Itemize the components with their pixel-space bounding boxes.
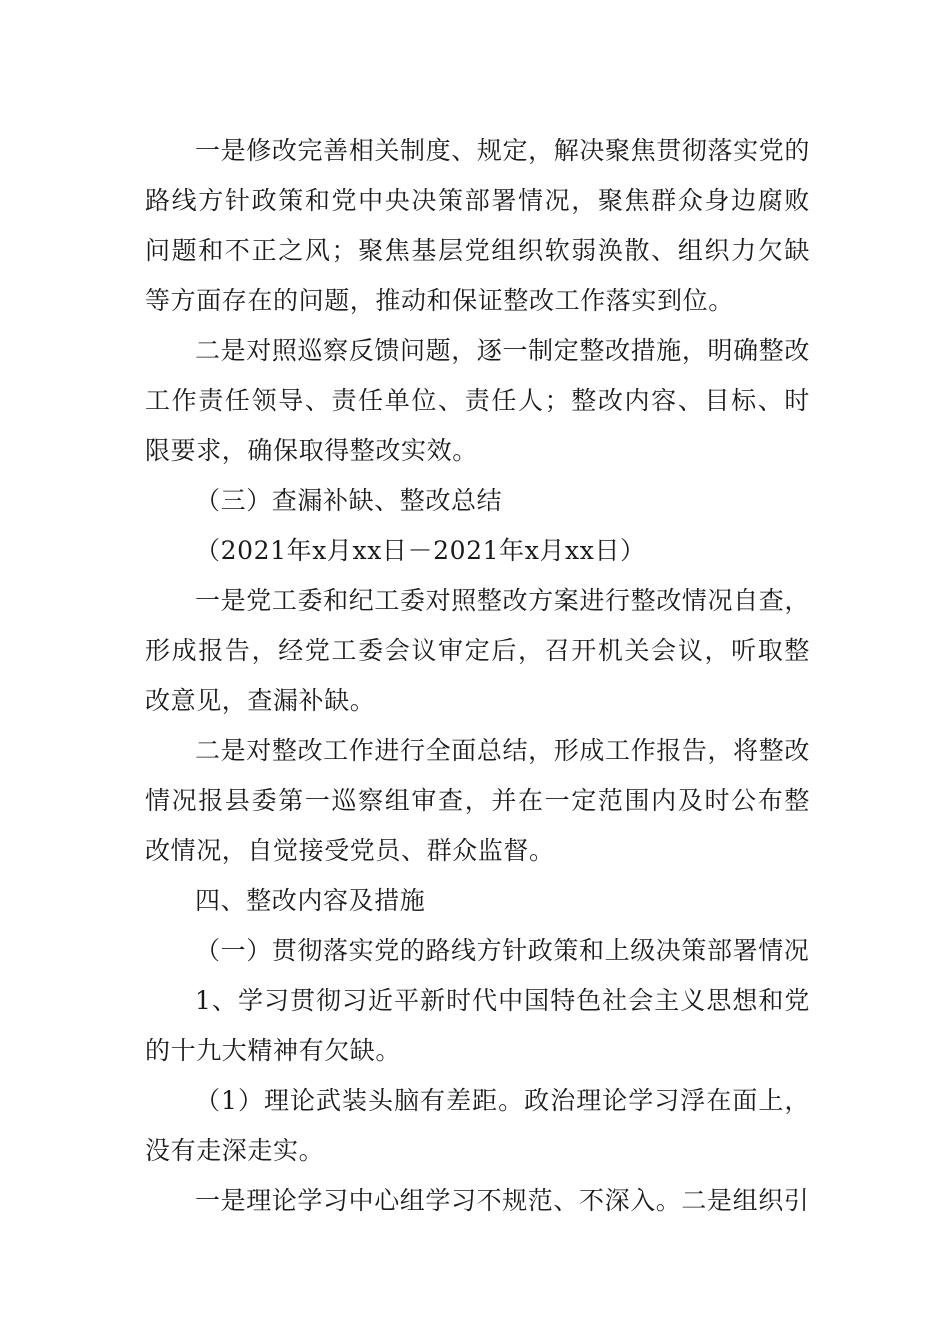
paragraph-11: 一是理论学习中心组学习不规范、不深入。二是组织引 [195, 1186, 810, 1215]
document-body [145, 126, 810, 1226]
subsection-heading-1: （一）贯彻落实党的路线方针政策和上级决策部署情况 [195, 936, 810, 965]
paragraph-1: 一是修改完善相关制度、规定，解决聚焦贯彻落实党的路线方针政策和党中央决策部署情况，聚焦群众身边腐败问题和不正之风；聚焦基层党组织软弱涣散、组织力欠缺等方面存在的问题，推动和保证整改工作落实到位。 [145, 136, 810, 315]
section-heading-3: （三）查漏补缺、整改总结 [195, 486, 503, 515]
paragraph-2: 二是对照巡察反馈问题，逐一制定整改措施，明确整改工作责任领导、责任单位、责任人；整改内容、目标、时限要求，确保取得整改实效。 [145, 336, 810, 465]
item-heading-1: 1、学习贯彻习近平新时代中国特色社会主义思想和党的十九大精神有欠缺。 [145, 986, 810, 1065]
section-heading-4: 四、整改内容及措施 [195, 886, 426, 915]
paragraph-6: 二是对整改工作进行全面总结，形成工作报告，将整改情况报县委第一巡察组审查，并在一定范围内及时公布整改情况，自觉接受党员、群众监督。 [145, 736, 810, 865]
paragraph-5: 一是党工委和纪工委对照整改方案进行整改情况自查，形成报告，经党工委会议审定后，召开机关会议，听取整改意见，查漏补缺。 [145, 586, 810, 715]
item-subheading-1: （1）理论武装头脑有差距。政治理论学习浮在面上，没有走深走实。 [145, 1086, 810, 1165]
date-range: （2021年x月xx日－2021年x月xx日） [195, 536, 646, 565]
